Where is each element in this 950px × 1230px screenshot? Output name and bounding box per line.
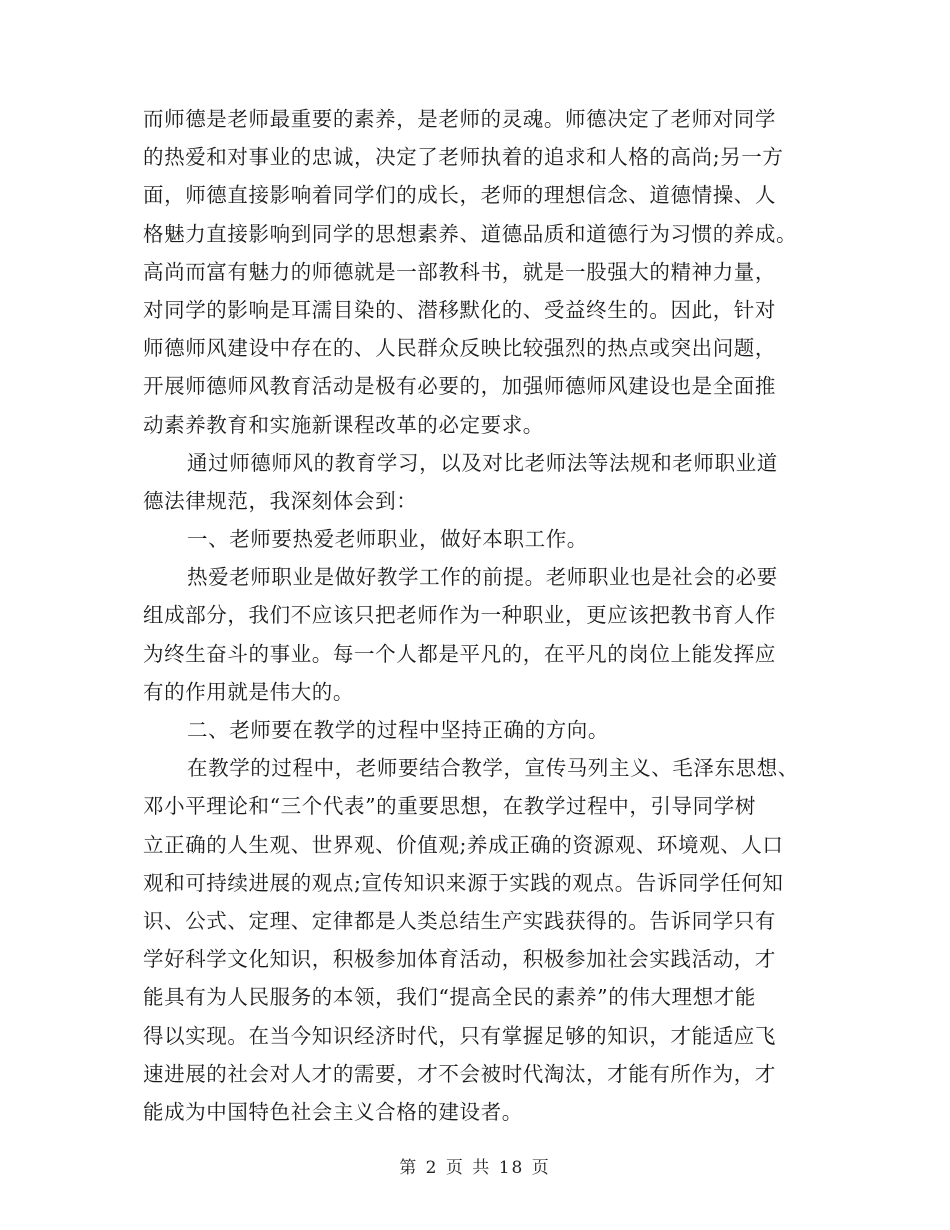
section-heading-1: 一、老师要热爱老师职业，做好本职工作。: [187, 527, 588, 552]
text-line: 邓小平理论和“三个代表”的重要思想，在教学过程中，引导同学树: [143, 794, 756, 819]
text-line: 能成为中国特色社会主义合格的建设者。: [143, 1099, 523, 1124]
page-number-footer: 第 2 页 共 18 页: [399, 1158, 551, 1178]
text-line: 动素养教育和实施新课程改革的必定要求。: [143, 412, 544, 437]
text-line: 有的作用就是伟大的。: [143, 679, 354, 704]
paragraph-start-line: 通过师德师风的教育学习，以及对比老师法等法规和老师职业道: [187, 450, 778, 475]
text-line: 的热爱和对事业的忠诚，决定了老师执着的追求和人格的高尚;另一方: [143, 145, 784, 170]
text-line: 面，师德直接影响着同学们的成长，老师的理想信念、道德情操、人: [143, 183, 776, 208]
text-line: 组成部分，我们不应该只把老师作为一种职业，更应该把教书育人作: [143, 603, 776, 628]
text-line: 为终生奋斗的事业。每一个人都是平凡的，在平凡的岗位上能发挥应: [143, 641, 776, 666]
text-line: 师德师风建设中存在的、人民群众反映比较强烈的热点或突出问题，: [143, 336, 776, 361]
text-line: 速进展的社会对人才的需要，才不会被时代淘汰，才能有所作为，才: [143, 1061, 776, 1086]
text-line: 得以实现。在当今知识经济时代，只有掌握足够的知识，才能适应飞: [143, 1023, 776, 1048]
paragraph-start-line: 热爱老师职业是做好教学工作的前提。老师职业也是社会的必要: [187, 565, 778, 590]
document-body: [143, 100, 813, 1131]
section-heading-2: 二、老师要在教学的过程中坚持正确的方向。: [187, 718, 609, 742]
text-line: 格魅力直接影响到同学的思想素养、道德品质和道德行为习惯的养成。: [143, 221, 798, 246]
text-line: 高尚而富有魅力的师德就是一部教科书，就是一股强大的精神力量，: [143, 259, 776, 284]
text-line: 观和可持续进展的观点;宣传知识来源于实践的观点。告诉同学任何知: [143, 870, 784, 895]
text-line: 开展师德师风教育活动是极有必要的，加强师德师风建设也是全面推: [143, 374, 776, 399]
text-line: 识、公式、定理、定律都是人类总结生产实践获得的。告诉同学只有: [143, 908, 776, 933]
text-line: 学好科学文化知识，积极参加体育活动，积极参加社会实践活动，才: [143, 947, 776, 972]
text-line: 德法律规范，我深刻体会到：: [143, 488, 418, 513]
text-line: 能具有为人民服务的本领，我们“提高全民的素养”的伟大理想才能: [143, 985, 756, 1010]
text-line: 而师德是老师最重要的素养，是老师的灵魂。师德决定了老师对同学: [143, 107, 776, 131]
text-line: 立正确的人生观、世界观、价值观;养成正确的资源观、环境观、人口: [143, 832, 784, 857]
text-line: 对同学的影响是耳濡目染的、潜移默化的、受益终生的。因此，针对: [143, 297, 776, 322]
paragraph-start-line: 在教学的过程中，老师要结合教学，宣传马列主义、毛泽东思想、: [187, 756, 799, 781]
